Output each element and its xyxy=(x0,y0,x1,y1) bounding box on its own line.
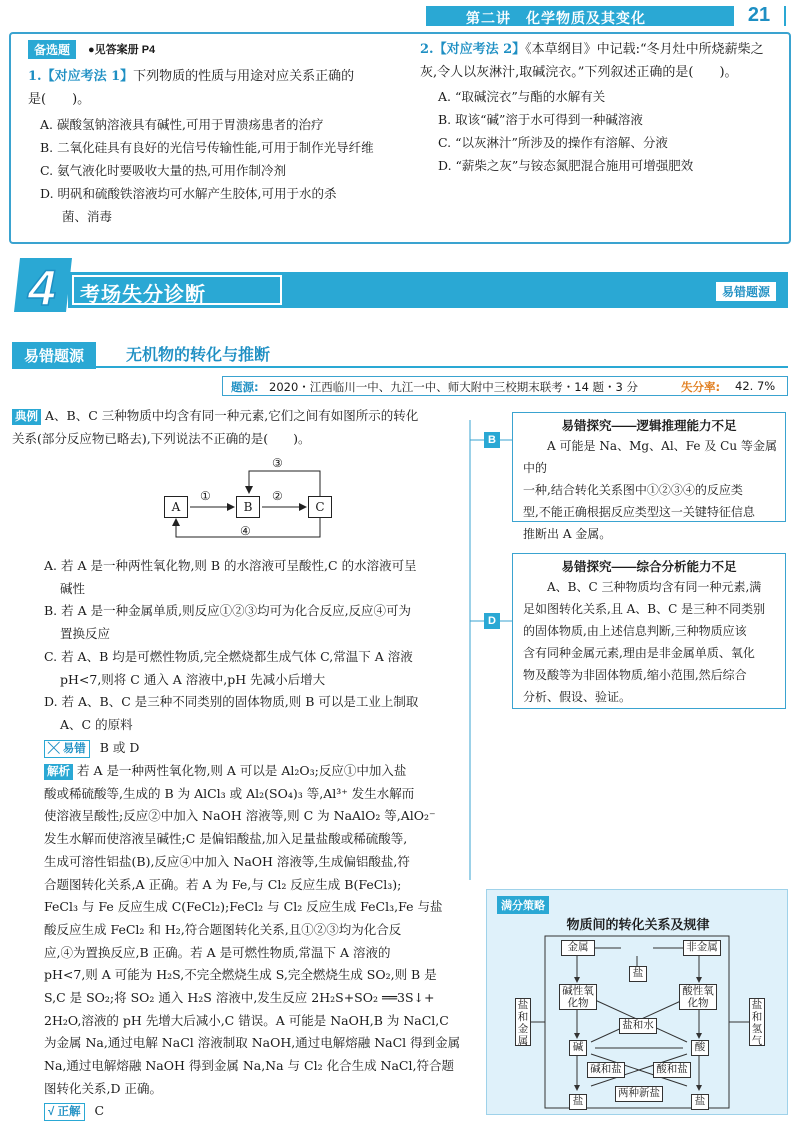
node-acid: 酸 xyxy=(691,1040,709,1056)
analysis-line: 若 A 是一种两性氧化物,则 A 可以是 Al₂O₃;反应①中加入盐 xyxy=(76,763,407,778)
wrong-answer-row xyxy=(44,737,496,760)
node-salt-hydrogen: 盐和氢气 xyxy=(749,998,765,1046)
example-option-continued: pH<7,则将 C 通入 A 溶液中,pH 先减小后增大 xyxy=(60,671,326,687)
question-2-stem-b: 灰,令人以灰淋汁,取碱浣衣。”下列叙述正确的是( )。 xyxy=(420,65,738,80)
correct-answer: C xyxy=(94,1103,105,1118)
side-marker-d: D xyxy=(484,613,500,629)
loss-rate-value: 42. 7% xyxy=(735,379,776,393)
side-note-d-line: A、B、C 三种物质均含有同一种元素,满 xyxy=(547,580,762,594)
side-note-b xyxy=(512,412,786,541)
diagram-node-b: B xyxy=(236,496,260,518)
side-marker-b: B xyxy=(484,432,500,448)
side-note-b-title: 易错探究——逻辑推理能力不足 xyxy=(561,419,737,433)
node-base-salt: 碱和盐 xyxy=(587,1062,625,1078)
question-1-stem xyxy=(28,65,400,111)
node-salt-right: 盐 xyxy=(691,1094,709,1110)
question-2-number: 2. xyxy=(420,42,434,57)
example-option: C. 若 A、B 均是可燃性物质,完全燃烧都生成气体 C,常温下 A 溶液 xyxy=(44,648,413,664)
analysis-line: 应,④为置换反应,B 正确。若 A 是可燃性物质,常温下 A 溶液的 xyxy=(44,944,391,960)
example-stem-a: A、B、C 三种物质中均含有同一种元素,它们之间有如图所示的转化 xyxy=(44,408,419,423)
analysis-line: pH<7,则 A 可能为 H₂S,不完全燃烧生成 S,完全燃烧生成 SO₂,则 B 是 xyxy=(44,967,437,983)
relation-diagram-lines xyxy=(487,890,789,1116)
loss-rate-label: 失分率: xyxy=(681,380,721,394)
example-option: B. 若 A 是一种金属单质,则反应①②③均可为化合反应,反应④可为 xyxy=(44,603,412,619)
analysis-line: 图转化关系,D 正确。 xyxy=(44,1080,162,1096)
section-number: 4 xyxy=(28,260,56,314)
diagram-node-c: C xyxy=(308,496,332,518)
question-1-method: 【对应考法 1】 xyxy=(41,69,134,84)
node-metal: 金属 xyxy=(561,940,595,956)
node-acidic-oxide: 酸性氧化物 xyxy=(679,984,717,1010)
analysis-line: 合题图转化关系,A 正确。若 A 为 Fe,与 Cl₂ 反应生成 B(FeCl₃); xyxy=(44,876,402,892)
question-2-option: B. 取该“碱”溶于水可得到一种碱溶液 xyxy=(438,112,643,127)
question-2-option: C. “以灰淋汁”所涉及的操作有溶解、分液 xyxy=(438,135,668,150)
correct-answer-row xyxy=(44,1100,496,1123)
example-option-continued: 碱性 xyxy=(60,580,86,596)
question-2-option: D. “薪柴之灰”与铵态氮肥混合施用可增强肥效 xyxy=(438,158,694,173)
page-number: 21 xyxy=(734,4,784,28)
reaction-label-1: ① xyxy=(200,489,211,503)
example-stem xyxy=(12,405,464,450)
chapter-title: 第二讲 化学物质及其变化 xyxy=(466,10,646,26)
analysis-line: 生成可溶性铝盐(B),反应④中加入 NaOH 溶液等,生成偏铝酸盐,符 xyxy=(44,853,410,869)
analysis-line: S,C 是 SO₂;将 SO₂ 通入 H₂S 溶液中,发生反应 2H₂S+SO₂ ══3S↓+ xyxy=(44,990,435,1006)
question-2-stem-a: 《本草纲目》中记载:“冬月灶中所烧薪柴之 xyxy=(525,42,764,57)
wrong-tag: ╳ 易错 xyxy=(44,740,90,758)
question-2-option: A. “取碱浣衣”与酯的水解有关 xyxy=(438,89,606,104)
analysis-line: 发生水解而使溶液呈碱性;C 是偏铝酸盐,加入足量盐酸或稀硫酸等, xyxy=(44,831,408,847)
analysis xyxy=(44,760,464,1101)
node-salt-water: 盐和水 xyxy=(619,1018,657,1034)
correct-tag: √ 正解 xyxy=(44,1103,85,1121)
reaction-label-4: ④ xyxy=(240,524,251,538)
node-salt-top: 盐 xyxy=(629,966,647,982)
question-1-option: D. 明矾和硫酸铁溶液均可水解产生胶体,可用于水的杀 xyxy=(40,186,337,201)
wrong-answer: B 或 D xyxy=(99,740,140,755)
question-1-option: A. 碳酸氢钠溶液具有碱性,可用于胃溃疡患者的治疗 xyxy=(40,117,324,132)
section-tag: 易错题源 xyxy=(716,282,776,301)
question-1-stem-b: 是( )。 xyxy=(28,92,91,107)
question-2-method: 【对应考法 2】 xyxy=(433,42,526,57)
page-header xyxy=(426,6,786,26)
question-1-option-continued: 菌、消毒 xyxy=(62,209,113,224)
example-option-continued: 置换反应 xyxy=(60,626,111,642)
analysis-line: FeCl₃ 与 Fe 反应生成 C(FeCl₂);FeCl₂ 与 Cl₂ 反应生成 FeCl₃,Fe 与盐 xyxy=(44,899,443,915)
strategy-title: 物质间的转化关系及规律 xyxy=(566,917,710,932)
example-option: A. 若 A 是一种两性氧化物,则 B 的水溶液可呈酸性,C 的水溶液可呈 xyxy=(44,558,417,573)
side-note-d-line: 分析、假设、验证。 xyxy=(523,690,632,704)
answer-reference: ●见答案册 P4 xyxy=(88,44,156,56)
diagram-node-a: A xyxy=(164,496,188,518)
section-number-badge xyxy=(12,256,74,314)
question-1-option: C. 氨气液化时要吸收大量的热,可用作制冷剂 xyxy=(40,163,287,178)
section-banner xyxy=(68,272,788,308)
example-tag: 典例 xyxy=(12,409,41,425)
strategy-tag: 满分策略 xyxy=(497,896,549,914)
side-note-d-line: 物及酸等为非固体物质,缩小范围,然后综合 xyxy=(523,668,747,682)
side-note-b-line: A 可能是 Na、Mg、Al、Fe 及 Cu 等金属中的 xyxy=(523,439,777,475)
source-bar xyxy=(222,376,788,396)
side-note-d-title: 易错探究——综合分析能力不足 xyxy=(561,560,737,574)
arrow-c-to-b xyxy=(249,471,320,496)
question-1-option: B. 二氧化硅具有良好的光信号传输性能,可用于制作光导纤维 xyxy=(40,140,374,155)
analysis-line: Na,通过电解熔融 NaOH 得到金属 Na,Na 与 Cl₂ 化合生成 NaCl,符合题 xyxy=(44,1058,454,1074)
node-salt-left: 盐 xyxy=(569,1094,587,1110)
reaction-label-2: ② xyxy=(272,489,283,503)
side-note-d xyxy=(512,553,786,709)
node-nonmetal: 非金属 xyxy=(683,940,721,956)
node-salt-metal: 盐和金属 xyxy=(515,998,531,1046)
example-option-continued: A、C 的原料 xyxy=(60,716,133,732)
question-1-stem-a: 下列物质的性质与用途对应关系正确的 xyxy=(133,69,355,84)
node-acid-salt: 酸和盐 xyxy=(653,1062,691,1078)
side-note-b-line: 型,不能正确根据反应类型这一关键特征信息 xyxy=(523,505,755,519)
example-stem-b: 关系(部分反应物已略去),下列说法不正确的是( )。 xyxy=(12,430,311,446)
analysis-tag: 解析 xyxy=(44,764,73,780)
analysis-line: 使溶液呈酸性;反应②中加入 NaOH 溶液等,则 C 为 NaAlO₂ 等,AlO₂⁻ xyxy=(44,808,436,824)
analysis-line: 酸反应生成 FeCl₂ 和 H₂,符合题图转化关系,且①②③均为化合反 xyxy=(44,921,402,937)
example-options xyxy=(44,555,464,737)
strategy-box xyxy=(486,889,788,1115)
analysis-line: 2H₂O,溶液的 pH 先增大后减小,C 错误。A 可能是 NaOH,B 为 NaCl,C xyxy=(44,1012,449,1028)
reaction-label-3: ③ xyxy=(272,456,283,470)
example-option: D. 若 A、B、C 是三种不同类别的固体物质,则 B 可以是工业上制取 xyxy=(44,694,419,710)
side-note-d-line: 的固体物质,由上述信息判断,三种物质应该 xyxy=(523,624,747,638)
side-note-d-line: 足如图转化关系,且 A、B、C 是三种不同类别 xyxy=(523,602,766,616)
node-basic-oxide: 碱性氧化物 xyxy=(559,984,597,1010)
analysis-line: 为金属 Na,通过电解 NaCl 溶液制取 NaOH,通过电解熔融 NaCl 得到金属 xyxy=(44,1035,461,1051)
source-label: 题源: xyxy=(231,380,259,394)
node-two-new-salts: 两种新盐 xyxy=(615,1086,663,1102)
node-base: 碱 xyxy=(569,1040,587,1056)
side-note-b-line: 推断出 A 金属。 xyxy=(523,527,612,541)
side-note-d-line: 含有同种金属元素,理由是非金属单质、氧化 xyxy=(523,646,755,660)
topic-title: 无机物的转化与推断 xyxy=(126,347,271,364)
analysis-line: 酸或稀硫酸等,生成的 B 为 AlCl₃ 或 Al₂(SO₄)₃ 等,Al³⁺ 发生水解而 xyxy=(44,785,415,801)
question-1-number: 1. xyxy=(28,69,42,84)
backup-tag: 备选题 xyxy=(28,40,76,59)
section-title: 考场失分诊断 xyxy=(80,284,206,306)
source-text: 2020・江西临川一中、九江一中、师大附中三校期末联考・14 题・3 分 xyxy=(269,380,639,394)
topic-divider xyxy=(12,366,788,368)
question-2-stem xyxy=(420,38,788,84)
side-note-b-line: 一种,结合转化关系图中①②③④的反应类 xyxy=(523,483,743,497)
topic-tag: 易错题源 xyxy=(12,342,96,369)
